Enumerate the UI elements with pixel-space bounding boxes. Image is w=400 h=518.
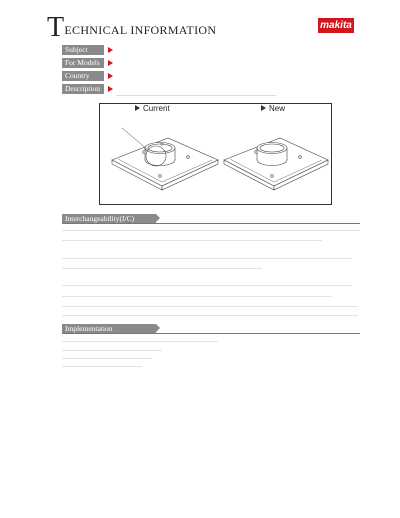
description-text-line <box>116 95 276 96</box>
new-caption: New <box>261 104 285 113</box>
makita-logo: makita <box>318 18 354 33</box>
country-label: Country <box>62 71 104 81</box>
section-divider <box>62 223 360 224</box>
arrow-icon <box>108 60 113 66</box>
interchangeability-heading: Interchangeability(I/C) <box>62 214 156 223</box>
section-divider <box>62 333 360 334</box>
title-initial: T <box>47 12 65 43</box>
implementation-heading: Implementation <box>62 324 156 333</box>
triangle-icon <box>135 105 140 111</box>
base-plate-illustration <box>100 104 333 206</box>
arrow-icon <box>108 86 113 92</box>
arrow-icon <box>108 73 113 79</box>
current-caption: Current <box>135 104 170 113</box>
arrow-icon <box>108 47 113 53</box>
subject-label: Subject <box>62 45 104 55</box>
comparison-figure <box>99 103 332 205</box>
models-label: For Models <box>62 58 104 68</box>
triangle-icon <box>261 105 266 111</box>
description-label: Description <box>62 84 104 94</box>
page-title <box>47 14 216 42</box>
title-rest: ECHNICAL INFORMATION <box>64 23 217 37</box>
current-base-plate <box>112 128 218 190</box>
new-base-plate <box>224 138 328 190</box>
